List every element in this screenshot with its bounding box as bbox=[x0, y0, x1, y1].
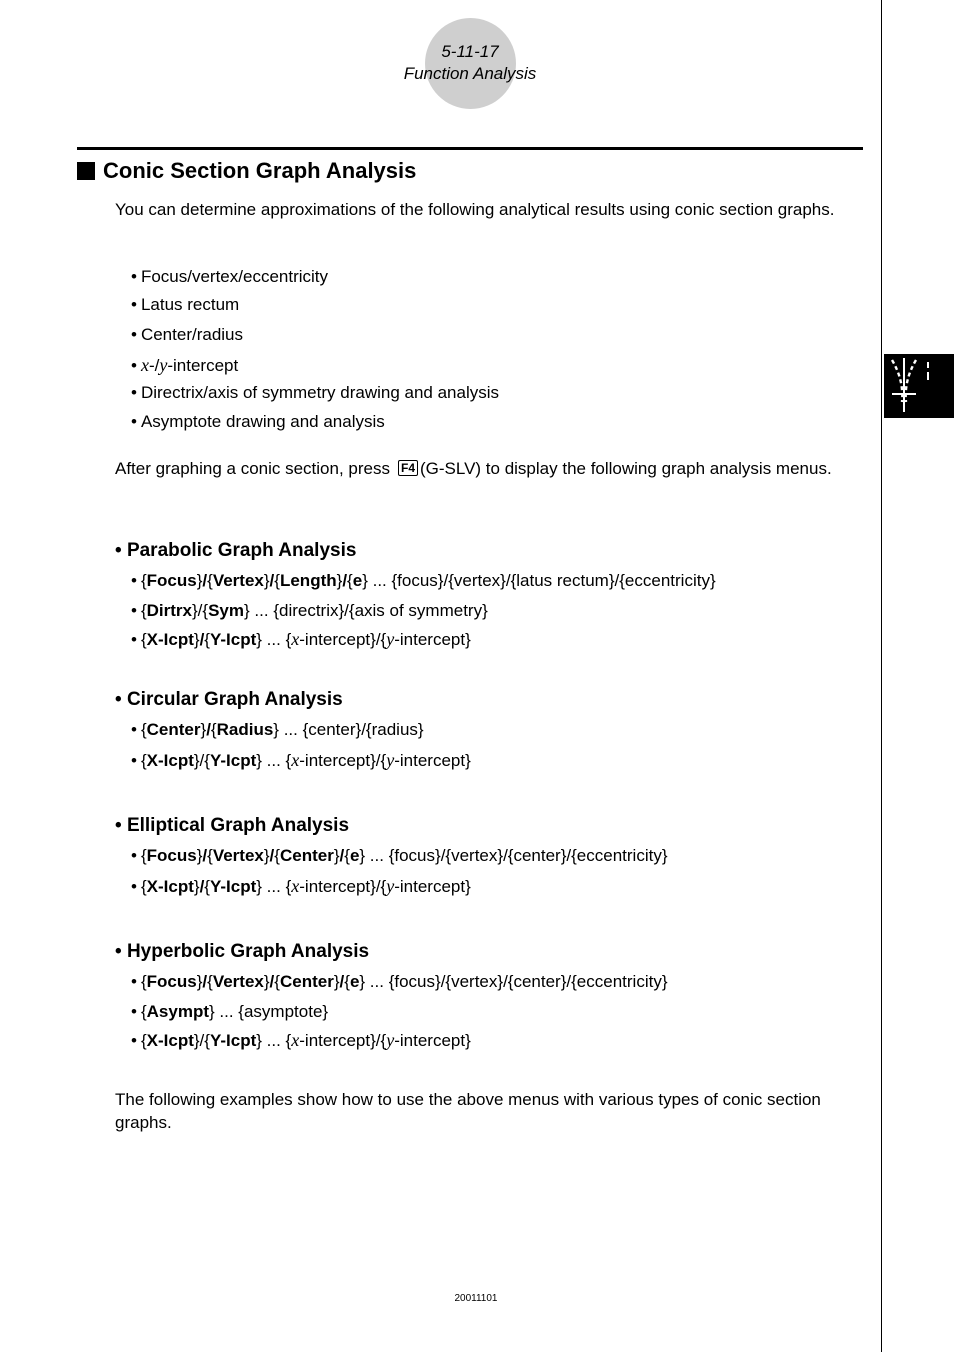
hyperbolic-heading: • Hyperbolic Graph Analysis bbox=[115, 941, 370, 962]
right-margin-rule bbox=[881, 0, 882, 1352]
menu-line: • {Focus}/{Vertex}/{Center}/{e} ... {focus}/{vertex}/{center}/{eccentricity} bbox=[131, 972, 668, 991]
list-item: • x-/y-intercept bbox=[131, 355, 239, 375]
f4-key-icon: F4 bbox=[398, 460, 418, 476]
conic-graph-icon bbox=[884, 354, 954, 418]
square-bullet-icon bbox=[77, 162, 95, 180]
list-item: • Directrix/axis of symmetry drawing and analysis bbox=[131, 383, 500, 402]
list-item: • Asymptote drawing and analysis bbox=[131, 412, 385, 431]
menu-line: • {X-Icpt}/{Y-Icpt} ... {x-intercept}/{y-intercept} bbox=[131, 750, 471, 770]
menu-line: • {X-Icpt}/{Y-Icpt} ... {x-intercept}/{y-intercept} bbox=[131, 876, 471, 896]
menu-line: • {Asympt} ... {asymptote} bbox=[131, 1002, 329, 1021]
menu-line: • {X-Icpt}/{Y-Icpt} ... {x-intercept}/{y-intercept} bbox=[131, 629, 471, 649]
list-item: • Focus/vertex/eccentricity bbox=[131, 267, 329, 286]
page-title-text: Conic Section Graph Analysis bbox=[103, 158, 417, 183]
menu-line: • {Focus}/{Vertex}/{Length}/{e} ... {focus}/{vertex}/{latus rectum}/{eccentricity} bbox=[131, 571, 716, 590]
parabolic-heading: • Parabolic Graph Analysis bbox=[115, 540, 357, 561]
heading-rule bbox=[77, 147, 863, 150]
instruction-paragraph: After graphing a conic section, press F4 (G-SLV) to display the following graph analysis menus. bbox=[115, 459, 832, 478]
menu-line: • {Dirtrx}/{Sym} ... {directrix}/{axis of symmetry} bbox=[131, 601, 488, 620]
section-title: Function Analysis bbox=[403, 64, 537, 83]
menu-line: • {X-Icpt}/{Y-Icpt} ... {x-intercept}/{y-intercept} bbox=[131, 1030, 471, 1050]
list-item: • Latus rectum bbox=[131, 295, 240, 314]
closing-paragraph: The following examples show how to use the above menus with various types of conic section graphs. bbox=[115, 1090, 821, 1132]
menu-line: • {Center}/{Radius} ... {center}/{radius} bbox=[131, 720, 424, 739]
menu-line: • {Focus}/{Vertex}/{Center}/{e} ... {focus}/{vertex}/{center}/{eccentricity} bbox=[131, 846, 668, 865]
intro-paragraph: You can determine approximations of the following analytical results using conic section graphs. bbox=[115, 200, 835, 219]
elliptical-heading: • Elliptical Graph Analysis bbox=[115, 815, 350, 836]
footer-code: 20011101 bbox=[454, 1293, 498, 1304]
page-title bbox=[77, 157, 416, 185]
circular-heading: • Circular Graph Analysis bbox=[115, 689, 343, 710]
page-number: 5-11-17 bbox=[441, 42, 499, 61]
chapter-tab bbox=[884, 354, 954, 418]
list-item: • Center/radius bbox=[131, 325, 244, 344]
